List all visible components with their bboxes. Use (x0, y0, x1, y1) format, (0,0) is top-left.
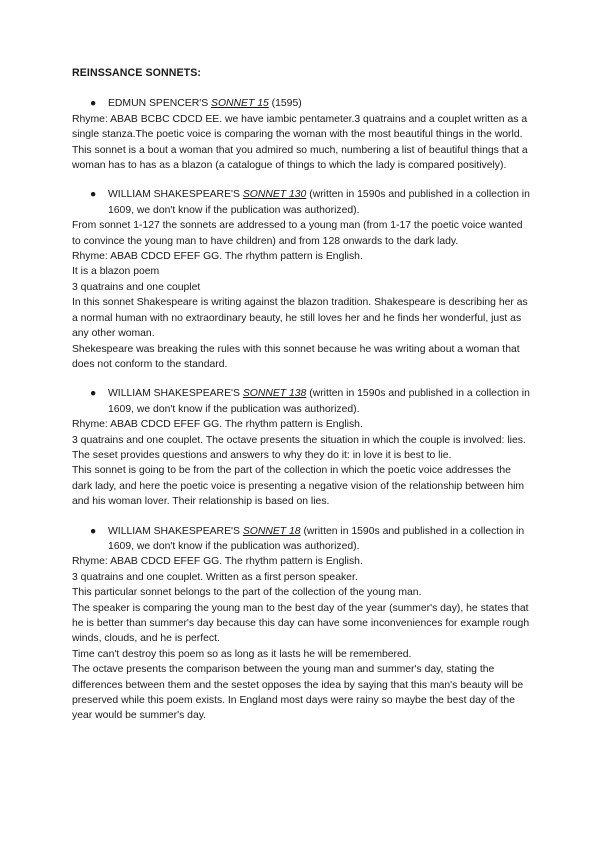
heading-author: WILLIAM SHAKESPEARE'S (108, 525, 240, 537)
heading-sonnet-title: SONNET 130 (242, 189, 307, 201)
paragraph: Shekespeare was breaking the rules with this sonnet because he was writing about a woman that does not conform to the standard. (72, 343, 520, 370)
heading-rest: (written in 1590s and published in a collection in 1609, we don't know if the publication was authorized). (108, 189, 530, 216)
section-heading (72, 96, 532, 111)
section-heading (72, 386, 532, 417)
heading-sonnet-title: SONNET 138 (242, 388, 307, 400)
heading-sonnet-title: SONNET 15 (211, 98, 269, 110)
paragraph: The octave presents the comparison between the young man and summer's day, stating the differences between them and the sestet opposes the idea by saying that this man's beauty will be preserved while this poem exists. In England most days were rainy so maybe the best day of the year would be summer's day. (72, 664, 524, 722)
paragraph: This particular sonnet belongs to the part of the collection of the young man. (72, 587, 422, 599)
section-sonnet-130 (72, 187, 532, 372)
paragraph: Rhyme: ABAB CDCD EFEF GG. The rhythm pattern is English. (72, 251, 363, 263)
heading-rest: (written in 1590s and published in a collection in 1609, we don't know if the publication was authorized). (108, 388, 530, 415)
section-sonnet-138 (72, 386, 532, 509)
paragraph: The speaker is comparing the young man to the best day of the year (summer's day), he states that he is better than summer's day because this day can have some inconveniences for example rough winds, clouds, and he is perfect. (72, 602, 530, 645)
paragraph: 3 quatrains and one couplet. The octave presents the situation in which the couple is involved: lies. The seset provides questions and answers to why they do it: in love it is best to lie. (72, 434, 526, 461)
paragraph: 3 quatrains and one couplet. Written as a first person speaker. (72, 571, 358, 583)
bullet-icon: ● (90, 388, 97, 400)
paragraph: Rhyme: ABAB BCBC CDCD EE. we have iambic pentameter.3 quatrains and a couplet written as a single stanza.The poetic voice is comparing the woman with the most beautiful things in the world. This sonnet is a bout a woman that you admired so much, numbering a list of beautiful things that a woman has to has as a blazon (a catalogue of things to which the lady is compared positively). (72, 113, 528, 172)
document-title: REINSSANCE SONNETS: (72, 67, 202, 79)
bullet-icon: ● (90, 98, 97, 110)
heading-rest: (written in 1590s and published in a collection in 1609, we don't know if the publication was authorized). (108, 525, 525, 552)
section-heading (72, 187, 532, 218)
heading-sonnet-title: SONNET 18 (242, 525, 301, 537)
heading-rest: (1595) (268, 98, 302, 110)
heading-author: WILLIAM SHAKESPEARE'S (108, 189, 240, 201)
section-heading (72, 524, 532, 555)
section-sonnet-18 (72, 524, 532, 724)
document-page (72, 66, 532, 738)
section-sonnet-15 (72, 96, 532, 173)
heading-author: EDMUN SPENCER'S (108, 98, 209, 110)
paragraph: Time can't destroy this poem so as long as it lasts he will be remembered. (72, 648, 412, 660)
paragraph: This sonnet is going to be from the part of the collection in which the poetic voice addresses the dark lady, and here the poetic voice is presenting a negative vision of the relationship between him and his woman lover. Their relationship is based on lies. (72, 465, 525, 508)
paragraph: From sonnet 1-127 the sonnets are addressed to a young man (from 1-17 the poetic voice wanted to convince the young man to have children) and from 128 onwards to the dark lady. (72, 220, 523, 247)
bullet-icon: ● (90, 525, 97, 537)
bullet-icon: ● (90, 189, 97, 201)
paragraph: It is a blazon poem (72, 266, 160, 278)
paragraph: 3 quatrains and one couplet (72, 281, 201, 293)
heading-author: WILLIAM SHAKESPEARE'S (108, 388, 240, 400)
paragraph: Rhyme: ABAB CDCD EFEF GG. The rhythm pattern is English. (72, 556, 363, 568)
paragraph: Rhyme: ABAB CDCD EFEF GG. The rhythm pattern is English. (72, 419, 363, 431)
paragraph: In this sonnet Shakespeare is writing against the blazon tradition. Shakespeare is describing her as a normal human with no extraordinary beauty, he still loves her and he finds her wonderful, just as any other woman. (72, 297, 528, 340)
